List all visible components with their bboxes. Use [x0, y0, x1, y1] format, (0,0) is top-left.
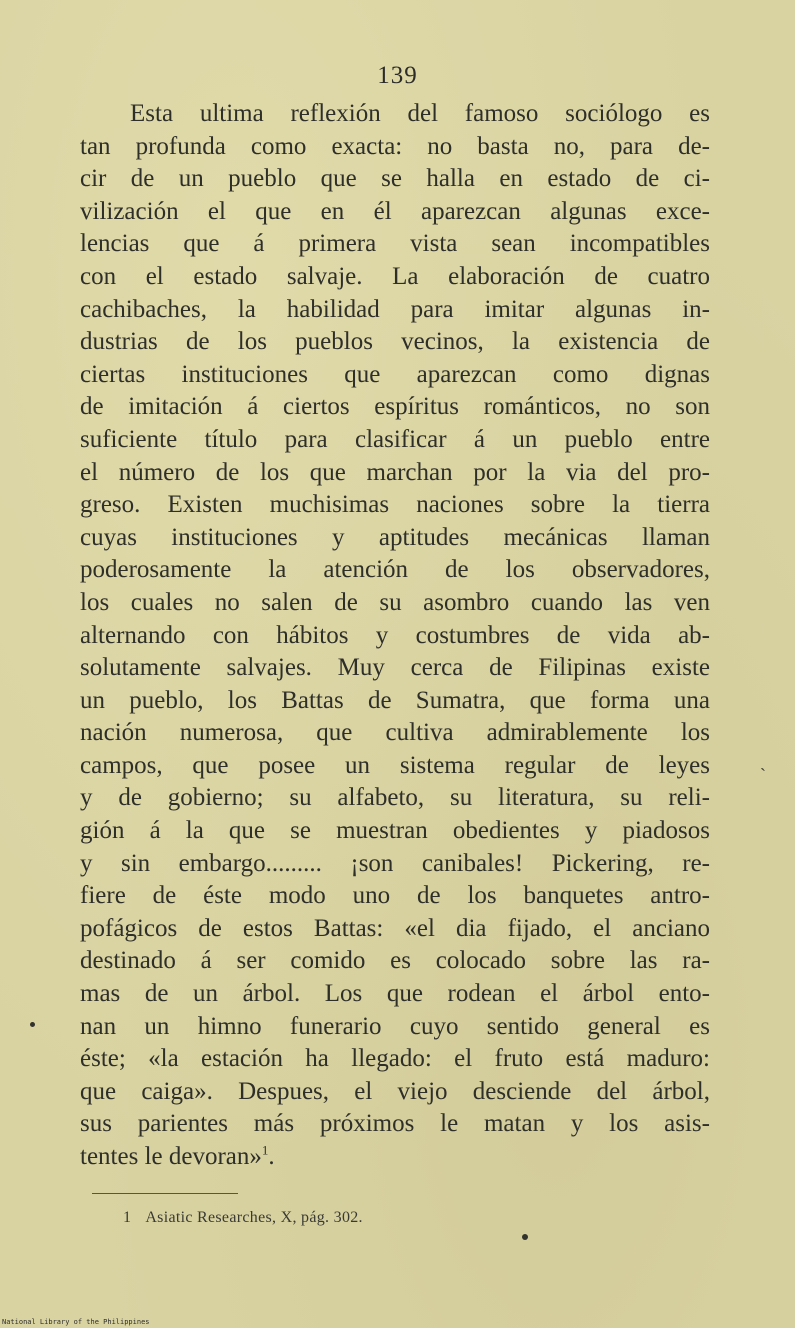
text-line: cuyas instituciones y aptitudes mecánicas llaman: [80, 523, 710, 551]
text-line: cir de un pueblo que se halla en estado de ci-: [80, 165, 710, 193]
margin-mark: `: [760, 765, 766, 785]
text-line: nan un himno funerario cuyo sentido general es: [80, 1012, 710, 1040]
text-line: ciertas instituciones que aparezcan como dignas: [80, 360, 710, 388]
text-line: suficiente título para clasificar á un pueblo entre: [80, 425, 710, 453]
text-line: que caiga». Despues, el viejo desciende del árbol,: [80, 1077, 710, 1105]
body-text: [80, 98, 710, 1174]
ink-speck-left: [30, 1022, 35, 1027]
text-line-last-words: tentes le devoran»: [80, 1143, 262, 1170]
text-line: el número de los que marchan por la via del pro-: [80, 458, 710, 486]
text-line: campos, que posee un sistema regular de leyes: [80, 751, 710, 779]
text-line: alternando con hábitos y costumbres de vida ab-: [80, 621, 710, 649]
ink-speck-bottom: [522, 1234, 528, 1240]
text-line: greso. Existen muchisimas naciones sobre la tierra: [80, 491, 710, 519]
text-line: Esta ultima reflexión del famoso sociólogo es: [130, 100, 710, 127]
text-line: solutamente salvajes. Muy cerca de Filipinas existe: [80, 654, 710, 682]
footnote: [123, 1209, 363, 1227]
text-line: dustrias de los pueblos vecinos, la existencia de: [80, 328, 710, 356]
text-line: lencias que á primera vista sean incompatibles: [80, 230, 710, 258]
text-line: éste; «la estación ha llegado: el fruto está maduro:: [80, 1045, 710, 1073]
text-line: mas de un árbol. Los que rodean el árbol ento-: [80, 980, 710, 1008]
text-line: tan profunda como exacta: no basta no, para de-: [80, 132, 710, 160]
text-line: de imitación á ciertos espíritus románticos, no son: [80, 393, 710, 421]
text-line: sus parientes más próximos le matan y los asis-: [80, 1110, 710, 1138]
text-line: cachibaches, la habilidad para imitar algunas in-: [80, 295, 710, 323]
page-number: 139: [377, 62, 418, 89]
library-credit: National Library of the Philippines: [2, 1318, 150, 1326]
text-line: nación numerosa, que cultiva admirablemente los: [80, 719, 710, 747]
text-line: un pueblo, los Battas de Sumatra, que forma una: [80, 686, 710, 714]
text-line: pofágicos de estos Battas: «el dia fijado, el anciano: [80, 914, 710, 942]
text-line: poderosamente la atención de los observadores,: [80, 556, 710, 584]
text-line: fiere de éste modo uno de los banquetes antro-: [80, 882, 710, 910]
text-line: con el estado salvaje. La elaboración de cuatro: [80, 262, 710, 290]
text-line: gión á la que se muestran obedientes y piadosos: [80, 817, 710, 845]
text-line: y de gobierno; su alfabeto, su literatura, su reli-: [80, 784, 710, 812]
text-line: los cuales no salen de su asombro cuando las ven: [80, 588, 710, 616]
text-line-last: [80, 1141, 710, 1174]
footnote-text: Asiatic Researches, X, pág. 302.: [145, 1209, 363, 1226]
final-period: .: [268, 1143, 275, 1170]
footnote-divider: [92, 1193, 238, 1194]
text-line: destinado á ser comido es colocado sobre las ra-: [80, 947, 710, 975]
text-line: y sin embargo......... ¡son canibales! Pickering, re-: [80, 849, 710, 877]
footnote-reference[interactable]: 1: [261, 1142, 269, 1158]
text-line: vilización el que en él aparezcan algunas exce-: [80, 197, 710, 225]
footnote-marker: 1: [123, 1209, 132, 1226]
